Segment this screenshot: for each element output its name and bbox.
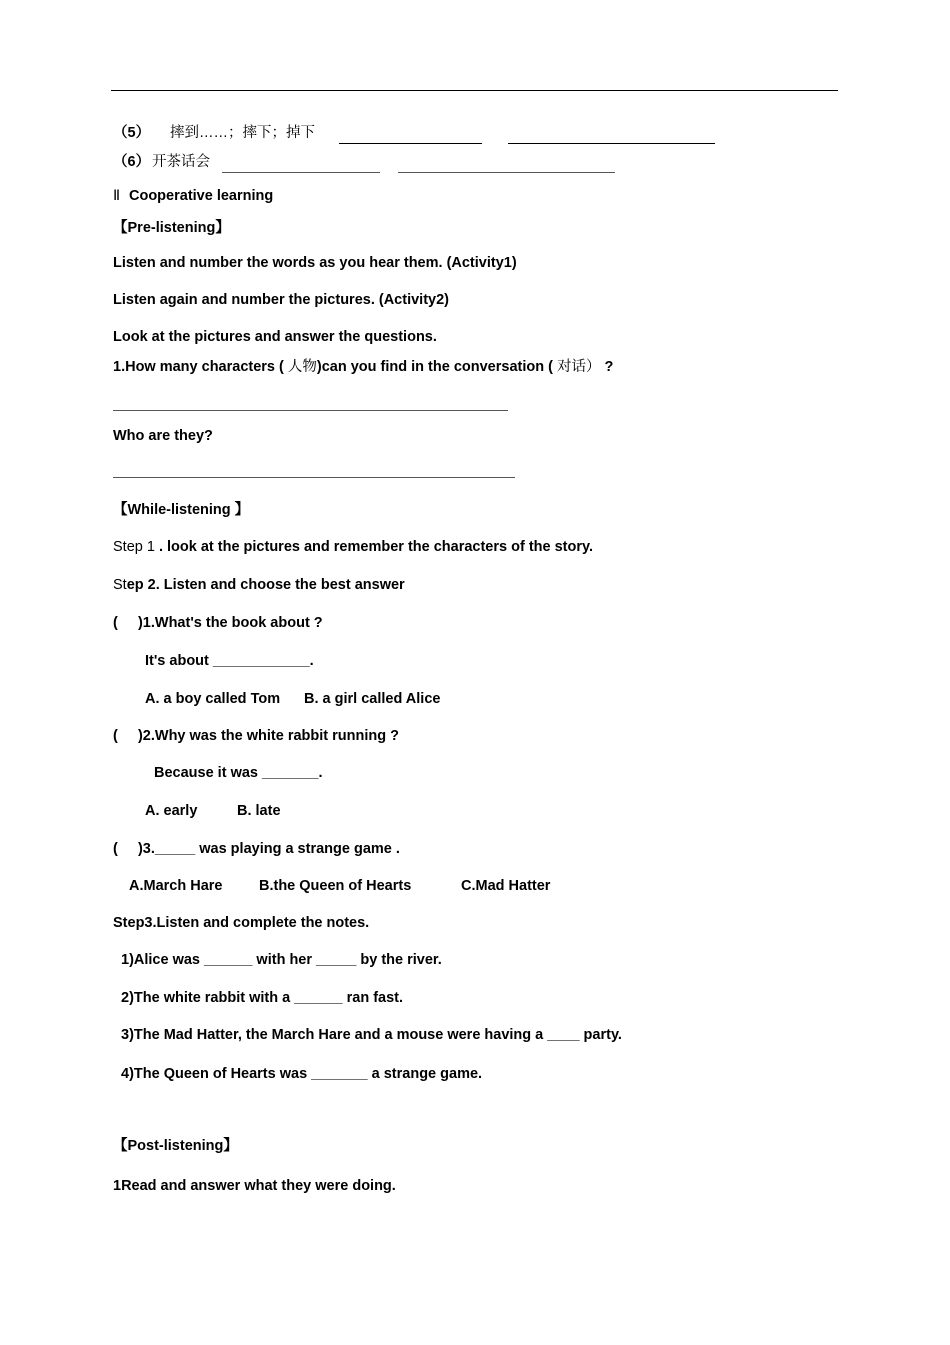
- while-listening-heading: 【While-listening 】: [113, 502, 250, 518]
- activity-2-instruction: Listen again and number the pictures. (Activity2): [113, 292, 449, 308]
- section-title: Cooperative learning: [129, 188, 274, 204]
- activity-1-instruction: Listen and number the words as you hear them. (Activity1): [113, 255, 517, 271]
- mc-question-3-option-a[interactable]: A.March Hare: [129, 878, 223, 894]
- step-1-text: . look at the pictures and remember the characters of the story.: [158, 539, 594, 555]
- mc-question-1: ( )1.What's the book about ?: [113, 615, 323, 631]
- step-2: [113, 576, 405, 594]
- note-1: 1)Alice was ______ with her _____ by the river.: [121, 952, 442, 968]
- mc-question-3: ( )3._____ was playing a strange game .: [113, 841, 400, 857]
- post-question-1: 1Read and answer what they were doing.: [113, 1178, 396, 1194]
- mc-question-3-option-b[interactable]: B.the Queen of Hearts: [259, 878, 412, 894]
- question-characters-part-1: 1.How many characters (: [113, 359, 284, 375]
- step-2-label: St: [113, 577, 127, 593]
- post-listening-heading: 【Post-listening】: [113, 1138, 238, 1154]
- note-4: 4)The Queen of Hearts was _______ a strange game.: [121, 1066, 483, 1082]
- vocab-item-6-blank-1[interactable]: [222, 172, 380, 173]
- mc-question-2-prompt: Because it was _______.: [154, 765, 323, 781]
- mc-question-1-option-b[interactable]: B. a girl called Alice: [304, 691, 441, 707]
- vocab-item-5-blank-1[interactable]: [339, 143, 482, 144]
- section-roman-numeral: Ⅱ: [113, 188, 121, 204]
- mc-question-2-option-b[interactable]: B. late: [237, 803, 281, 819]
- vocab-item-5-number: （5）: [113, 125, 151, 141]
- vocab-item-6-number: （6）: [113, 154, 151, 170]
- question-characters: [113, 358, 613, 376]
- mc-question-2-option-a[interactable]: A. early: [145, 803, 198, 819]
- mc-question-1-prompt: It's about ____________.: [145, 653, 314, 669]
- step-1-label: Step 1: [113, 539, 155, 555]
- vocab-item-5-blank-2[interactable]: [508, 143, 715, 144]
- question-characters-part-2: )can you find in the conversation (: [316, 359, 553, 375]
- note-2: 2)The white rabbit with a ______ ran fast.: [121, 990, 404, 1006]
- vocab-item-6-text: 开茶话会: [152, 154, 210, 170]
- step-1: [113, 538, 593, 556]
- step-2-text: ep 2. Listen and choose the best answer: [126, 577, 405, 593]
- answer-line-who[interactable]: [113, 477, 515, 478]
- step-3: Step3.Listen and complete the notes.: [113, 915, 370, 931]
- pre-listening-heading: 【Pre-listening】: [113, 220, 230, 236]
- question-who: Who are they?: [113, 428, 213, 444]
- mc-question-1-option-a[interactable]: A. a boy called Tom: [145, 691, 281, 707]
- mc-question-2: ( )2.Why was the white rabbit running ?: [113, 728, 399, 744]
- question-characters-part-3: ?: [604, 359, 614, 375]
- vocab-item-5-text: 摔到……；摔下；掉下: [170, 125, 315, 141]
- vocab-item-6-blank-2[interactable]: [398, 172, 615, 173]
- header-rule: [111, 90, 838, 91]
- answer-line-characters[interactable]: [113, 410, 508, 411]
- question-characters-cn-2: 对话）: [556, 359, 601, 375]
- look-instruction: Look at the pictures and answer the questions.: [113, 329, 437, 345]
- note-3: 3)The Mad Hatter, the March Hare and a mouse were having a ____ party.: [121, 1027, 622, 1043]
- question-characters-cn-1: 人物: [287, 359, 317, 375]
- mc-question-3-option-c[interactable]: C.Mad Hatter: [461, 878, 551, 894]
